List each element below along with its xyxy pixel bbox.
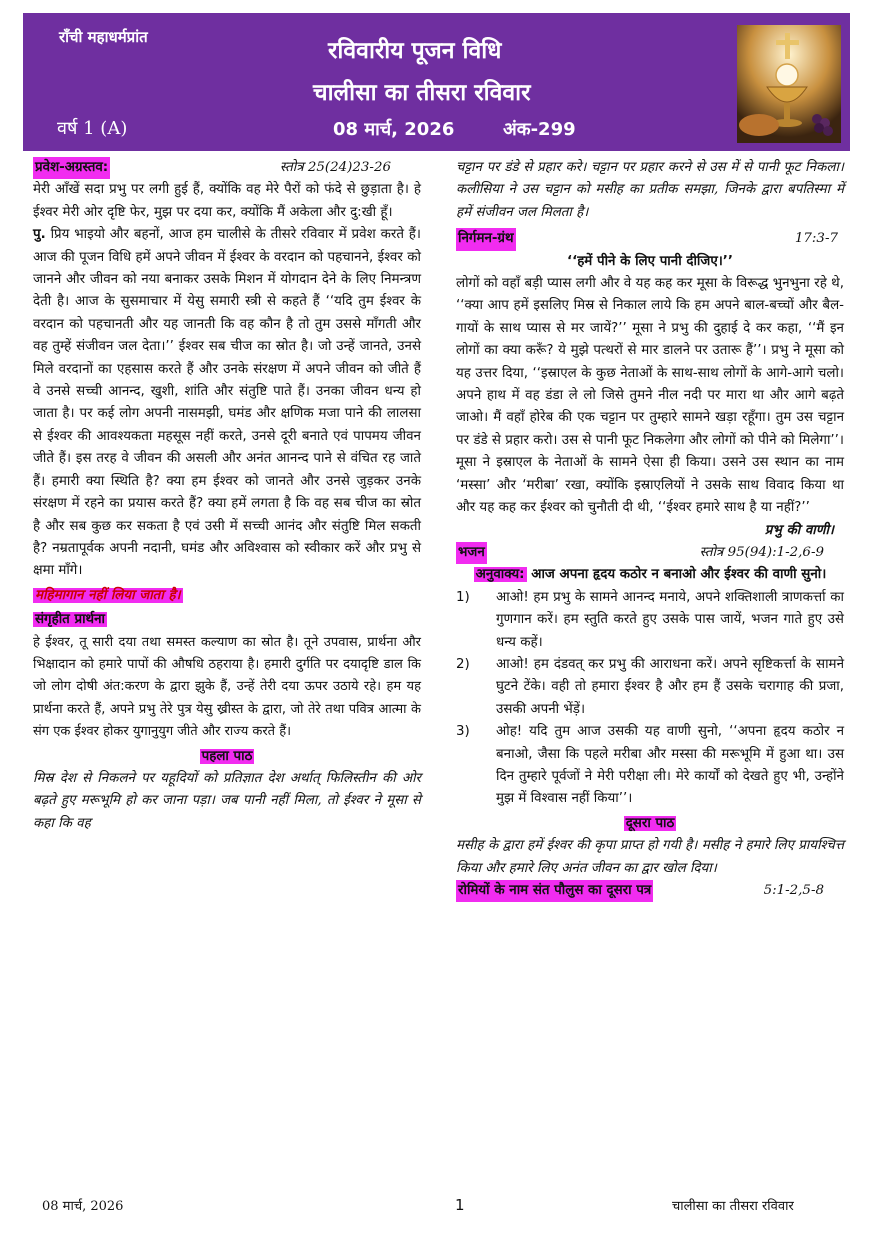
psalm-verse-number: 1) — [456, 589, 470, 605]
exodus-ref: 17:3-7 — [794, 231, 838, 247]
page-title: रविवारीय पूजन विधि — [328, 38, 502, 64]
entrance-intro-text: प्रिय भाइयो और बहनों, आज हम चालीसे के तीसरे रविवार में प्रवेश करते हैं। आज की पूजन विधि हमें अपने जीवन में ईश्वर के वरदान को पहचानने, ईश्वर को जानने और जीवन को नया बनाकर उसके मिशन में योगदान देने के लिए निमन्त्रण देती है। आज के सुसमाचार में येसु समारी स्त्री से कहते हैं ‘‘यदि तुम ईश्वर के वरदान को पहचानती और यह जानती कि वह कौन है तो तुम उससे माँगती और वह तुम्हें संजीवन जल देता।’’ ईश्वर सब चीज का स्रोत है। जो उन्हें जानते, उनसे मिले वरदानों का एहसास करते हैं और उनके संरक्षण में अपने जीवन को जीते हैं वे उनसे सच्ची आनन्द, खुशी, शांति और संतुष्टि पाते हैं। उनका जीवन धन्य हो जाता है। पर कई लोग अपनी नासमझी, घमंड और क्षणिक मजा पाने की लालसा से ईश्वर की आवश्यकता महसूस नहीं करते, उनसे दूरी बनाते एवं पापमय जीवन जीते हैं। इस तरह वे जीवन की असली और अनंत आनन्द पाने से वंचित रह जाते हैं। हमारी क्या स्थिति है? क्या हम ईश्वर को जानते और उनसे जुड़कर उनके संरक्षण में रहने का प्रयास करते हैं? क्या हमें लगता है कि वह सब चीज का स्रोत है और सब कुछ कर सकता है एवं उसी में सच्ची आनंद और संतुष्टि मिल सकती है? नम्रतापूर्वक अपनी नदानी, घमंड और अविश्वास को स्वीकार करें और प्रभु से क्षमा माँगे। — [33, 227, 421, 579]
page-number: 1 — [455, 1196, 465, 1214]
second-reading-heading: दूसरा पाठ — [625, 815, 675, 831]
psalm-verse-text: आओ! हम प्रभु के सामने आनन्द मनाये, अपने शक्तिशाली त्राणकर्त्ता का गुणगान करें। हम स्तुति करते हुए उसके पास जायें, भजन गाते हुए उसे धन्य कहें। — [496, 589, 844, 650]
first-reading-heading: पहला पाठ — [201, 748, 253, 764]
psalm-verse-number: 2) — [456, 656, 470, 672]
issue-number: अंक-299 — [503, 119, 576, 140]
psalm-verse-text: ओह! यदि तुम आज उसकी यह वाणी सुनो, ‘‘अपना हृदय कठोर न बनाओ, जैसा कि पहले मरीबा और मस्सा की मरूभूमि में हुआ था। उस दिन तुम्हारे पूर्वजों ने मेरी परीक्षा ली। मेरे कार्यों को देखते हुए भी, उन्होंने मुझ में विश्वास नहीं किया’’। — [496, 724, 844, 807]
psalm-header — [456, 542, 844, 564]
header-banner — [23, 13, 850, 151]
romans-ref: 5:1-2,5-8 — [763, 883, 824, 898]
right-column — [456, 157, 844, 902]
epistle-header — [456, 880, 844, 902]
entrance-heading: प्रवेश-अग्रस्तव: — [33, 157, 110, 179]
psalm-heading: भजन — [456, 542, 487, 564]
psalm-verse-number: 3) — [456, 724, 470, 740]
reading-title: ‘‘हमें पीने के लिए पानी दीजिए।’’ — [567, 253, 733, 269]
romans-heading: रोमियों के नाम संत पौलुस का दूसरा पत्र — [456, 880, 653, 902]
entrance-antiphon: मेरी आँखें सदा प्रभु पर लगी हुई हैं, क्योंकि वह मेरे पैरों को फंदे से छुड़ाता है। हे ईश्वर मेरी ओर दृष्टि फेर, मुझ पर दया कर, क्योंकि मैं अकेला और दु:खी हूँ। — [33, 182, 421, 220]
page-subtitle: चालीसा का तीसरा रविवार — [313, 80, 531, 106]
gloria-note: महिमागान नहीं लिया जाता है। — [35, 587, 181, 603]
collect-heading: संगृहीत प्रार्थना — [35, 612, 106, 628]
priest-label: पु. — [33, 227, 46, 243]
second-reading-intro: मसीह के द्वारा हमें ईश्वर की कृपा प्राप्त हो गयी है। मसीह ने हमारे लिए प्रायश्चित्त किया और हमारे लिए अनंत जीवन का द्वार खोल दिया। — [456, 838, 844, 876]
collect-text: हे ईश्वर, तू सारी दया तथा समस्त कल्याण का स्रोत है। तूने उपवास, प्रार्थना और भिक्षादान को हमारे पापों की औषधि ठहराया है। हमारी दुर्गति पर दयादृष्टि डाल कि जो लोग दोषी अंत:करण के द्वारा झुके हैं, उन्हें तेरी दया ऊपर उठाये रहे। हम यह प्रार्थना करते हैं, अपने प्रभु तेरे पुत्र येसु ख्रीस्त के द्वारा, जो तेरे तथा पवित्र आत्मा के संग एक ईश्वर होकर युगानुयुग जीते और राज्य करते हैं। — [33, 634, 421, 740]
reading-text: लोगों को वहाँ बड़ी प्यास लगी और वे यह कह कर मूसा के विरूद्ध भुनभुना रहे थे, ‘‘क्या आप हमें इसलिए मिस्र से निकाल लाये कि हम अपने बाल-बच्चों और बैल-गायों के साथ प्यास से मर जायें?’’ मूसा ने प्रभु की दुहाई दे कर कहा, ‘‘मैं इन लोगों का क्या करूँ? ये मुझे पत्थरों से मार डालने पर उतारू हैं’’। प्रभु ने मूसा को यह उत्तर दिया, ‘‘इस्राएल के कुछ नेताओं के साथ-साथ लोगों के आगे-आगे चलो। अपने हाथ में वह डंडा ले लो जिसे तुमने नील नदी पर मारा था और आगे बढ़ते जाओ। मैं वहाँ होरेब की एक चट्टान पर तुम्हारे सामने खड़ा रहूँगा। तुम उस चट्टान पर डंडे से प्रहार करो। उस से पानी फूट निकलेगा और लोगों को पीने को मिलेगा’’। मूसा ने इस्राएल के नेताओं के सामने ऐसा ही किया। उसने उस स्थान का नाम ‘मस्सा’ और ‘मरीबा’ रखा, क्योंकि इस्राएलियों ने उसके साथ विवाद किया था और यह कह कर ईश्वर को चुनौती दी थी, ‘‘ईश्वर हमारे साथ है या नहीं?’’ — [456, 276, 844, 516]
first-reading-intro: मिस्र देश से निकलने पर यहूदियों को प्रतिज्ञात देश अर्थात् फिलिस्तीन की ओर बढ़ते हुए मरूभूमि हो कर जाना पड़ा। जब पानी नहीं मिला, तो ईश्वर ने मूसा से कहा कि वह — [33, 770, 421, 831]
psalm-verse — [456, 587, 844, 654]
psalm-response — [456, 564, 844, 586]
response-text: आज अपना हृदय कठोर न बनाओ और ईश्वर की वाणी सुनो। — [531, 567, 827, 583]
psalm-verses — [456, 587, 844, 811]
exodus-heading: निर्गमन-ग्रंथ — [456, 228, 516, 250]
entrance-ref: स्तोत्र 25(24)23-26 — [279, 160, 391, 175]
issue-date: 08 मार्च, 2026 — [333, 119, 455, 140]
response-label: अनुवाक्य: — [475, 567, 525, 583]
entrance-intro — [33, 224, 421, 583]
reading-book-header — [456, 228, 844, 250]
footer-title: चालीसा का तीसरा रविवार — [672, 1199, 794, 1214]
word-of-lord: प्रभु की वाणी। — [764, 522, 834, 538]
diocese-name: राँची महाधर्मप्रांत — [59, 28, 148, 46]
chalice-icon — [737, 25, 841, 143]
chalice-bread-image — [737, 25, 841, 143]
footer-date: 08 मार्च, 2026 — [42, 1199, 124, 1214]
psalm-ref: स्तोत्र 95(94):1-2,6-9 — [699, 544, 824, 560]
psalm-verse — [456, 654, 844, 721]
psalm-verse-text: आओ! हम दंडवत् कर प्रभु की आराधना करें। अपने सृष्टिकर्त्ता के सामने घुटने टेंके। वही तो हमारा ईश्वर है और हम हैं उसके चरागाह की प्रजा, उसकी अपनी भेंड़ें। — [496, 656, 844, 717]
left-column — [33, 157, 421, 835]
entrance-antiphon-header — [33, 157, 421, 179]
psalm-verse — [456, 721, 844, 811]
liturgical-year: वर्ष 1 (A) — [57, 118, 128, 139]
first-reading-intro-cont: चट्टान पर डंडे से प्रहार करे। चट्टान पर प्रहार करने से उस में से पानी फूट निकला। कलीसिया ने उस चट्टान को मसीह का प्रतीक समझा, जिनके द्वारा बपतिस्मा में हमें संजीवन जल मिलता है। — [456, 160, 844, 220]
